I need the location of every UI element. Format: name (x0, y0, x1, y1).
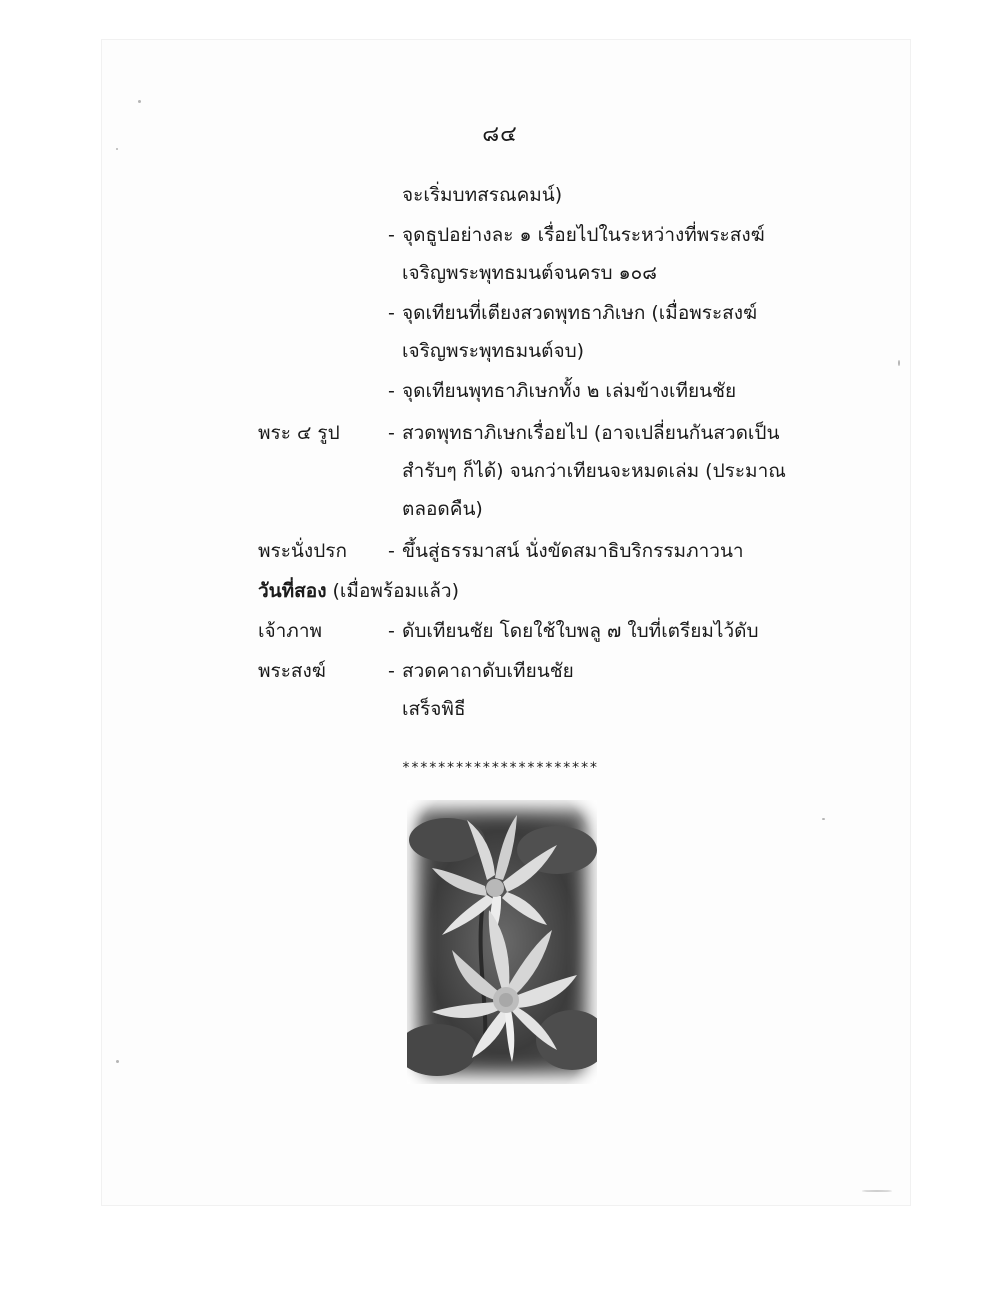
instruction-text: ดับเทียนชัย โดยใช้ใบพลู ๗ ใบที่เตรียมไว้ดับ (402, 620, 759, 642)
role-label: พระสงฆ์ (258, 660, 326, 682)
dust-speck (898, 360, 900, 366)
instruction-text: ตลอดคืน) (402, 498, 483, 520)
instruction-text: จุดธูปอย่างละ ๑ เรื่อยไปในระหว่างที่พระสงฆ์ (402, 224, 765, 246)
list-dash: - (388, 660, 395, 682)
dust-speck (116, 1060, 119, 1063)
list-dash: - (388, 422, 395, 444)
role-label: พระ ๔ รูป (258, 422, 340, 444)
dust-speck (822, 818, 825, 820)
dust-speck (862, 1190, 892, 1192)
role-label: เจ้าภาพ (258, 620, 323, 642)
day-heading-bold: วันที่สอง (258, 580, 327, 602)
instruction-text: จุดเทียนพุทธาภิเษกทั้ง ๒ เล่มข้างเทียนชัย (402, 380, 737, 402)
lotus-illustration (407, 800, 597, 1084)
page-number: ๘๔ (482, 122, 518, 147)
role-label: พระนั่งปรก (258, 540, 347, 562)
instruction-text: เสร็จพิธี (402, 698, 466, 720)
day-heading-note: (เมื่อพร้อมแล้ว) (326, 580, 459, 602)
instruction-text: สำรับๆ ก็ได้) จนกว่าเทียนจะหมดเล่ม (ประมาณ (402, 460, 786, 482)
instruction-text: ขึ้นสู่ธรรมาสน์ นั่งขัดสมาธิบริกรรมภาวนา (402, 540, 744, 562)
instruction-text: เจริญพระพุทธมนต์จบ) (402, 340, 585, 362)
day-heading (258, 582, 459, 601)
list-dash: - (388, 224, 395, 246)
lotus-photo (407, 800, 597, 1084)
list-dash: - (388, 540, 395, 562)
dust-speck (138, 100, 141, 103)
instruction-text: จะเริ่มบทสรณคมน์) (402, 184, 563, 206)
list-dash: - (388, 380, 395, 402)
list-dash: - (388, 302, 395, 324)
instruction-text: เจริญพระพุทธมนต์จนครบ ๑๐๘ (402, 262, 657, 284)
instruction-text: สวดคาถาดับเทียนชัย (402, 660, 574, 682)
section-separator: ********************** (401, 760, 599, 776)
instruction-text: จุดเทียนที่เตียงสวดพุทธาภิเษก (เมื่อพระสงฆ์ (402, 302, 758, 324)
instruction-text: สวดพุทธาภิเษกเรื่อยไป (อาจเปลี่ยนกันสวดเป็น (402, 422, 780, 444)
list-dash: - (388, 620, 395, 642)
